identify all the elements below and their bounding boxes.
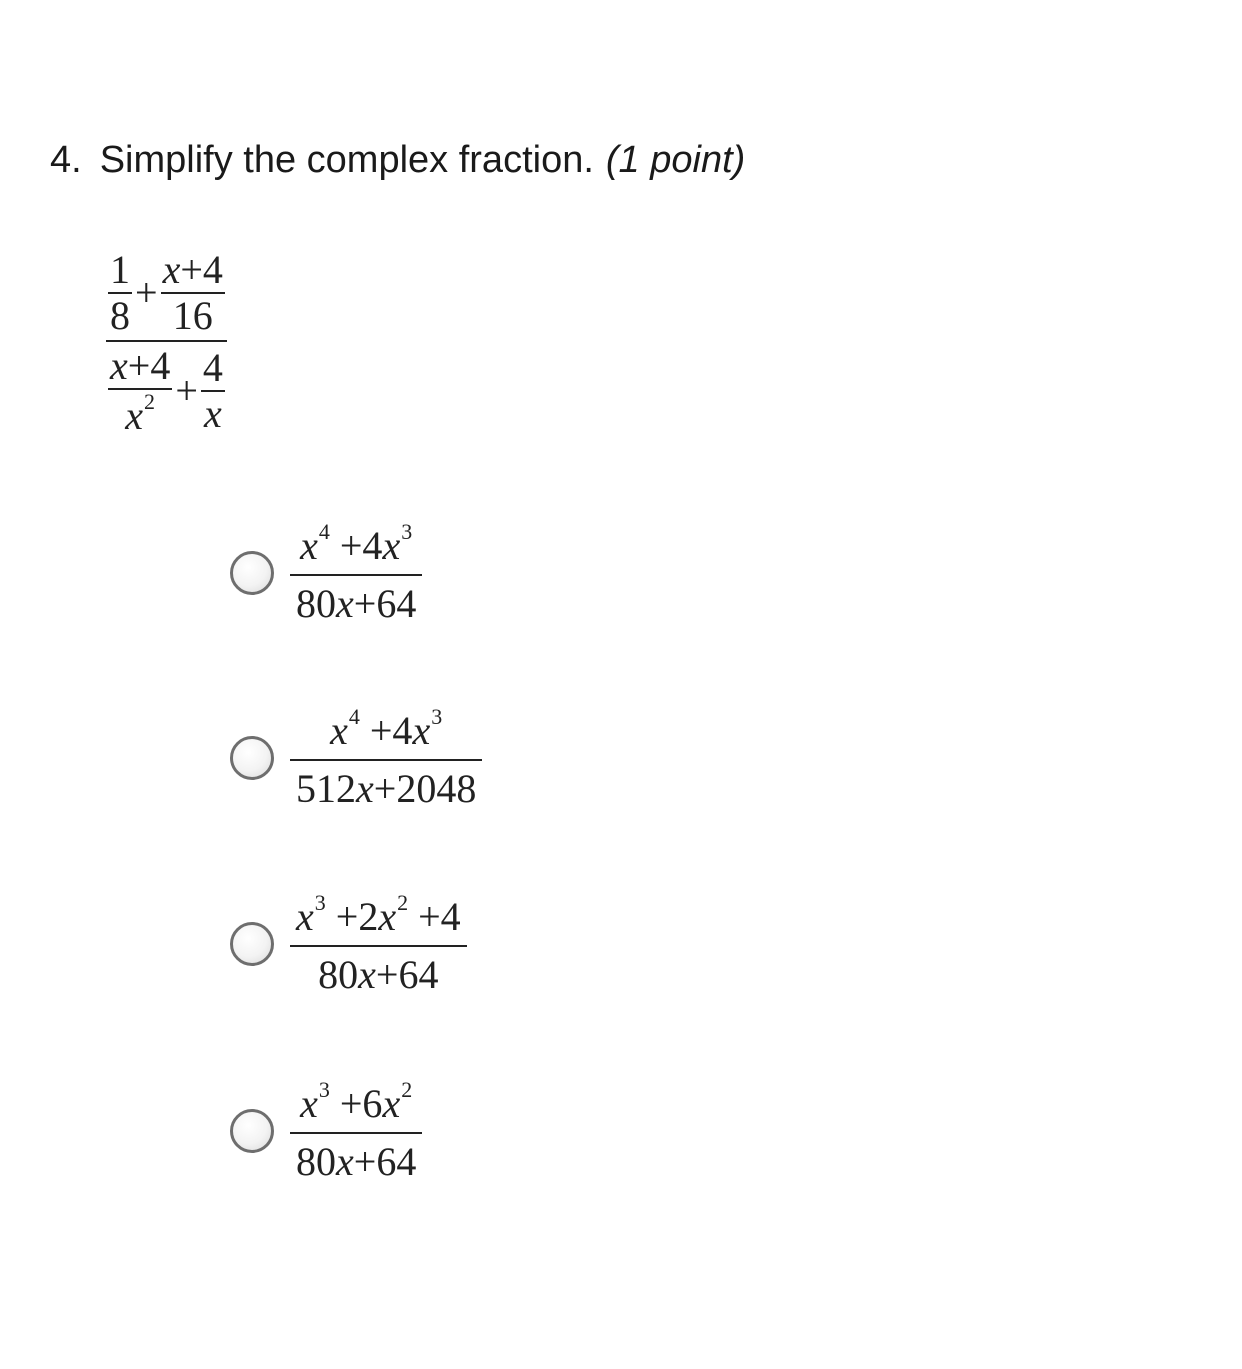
term-text: +64 [353, 580, 417, 626]
answer-expression [290, 515, 422, 632]
term-text: 80 [318, 951, 359, 997]
term-text: +64 [375, 951, 439, 997]
variable: x [162, 247, 181, 292]
exponent: 4 [318, 519, 330, 544]
question-header [50, 134, 745, 186]
term-text: 80 [296, 580, 336, 626]
answer-denominator [312, 947, 444, 1003]
variable: x [125, 392, 144, 438]
radio-button[interactable] [230, 736, 274, 780]
denominator: 16 [172, 293, 213, 338]
fraction-x-plus-4-over-x-squared [108, 344, 172, 438]
fraction-one-eighth [108, 248, 132, 338]
question-prompt: Simplify the complex fraction. [99, 139, 594, 181]
term-text: +6 [329, 1080, 383, 1126]
exponent: 2 [144, 389, 156, 414]
variable: x [378, 893, 397, 939]
answer-option-2[interactable] [230, 700, 482, 817]
exponent: 3 [431, 704, 443, 729]
answer-expression [290, 886, 467, 1003]
answer-fraction [290, 886, 467, 1003]
answer-numerator [294, 515, 418, 574]
term-text: +4 [329, 522, 383, 568]
complex-fraction [106, 246, 227, 440]
variable: x [300, 1080, 318, 1126]
term-text: +64 [353, 1138, 417, 1184]
radio-button[interactable] [230, 1109, 274, 1153]
answer-expression [290, 1073, 422, 1190]
term-text: 80 [296, 1138, 336, 1184]
denominator: x [204, 390, 222, 436]
answer-numerator [294, 1073, 418, 1132]
variable: x [412, 707, 431, 753]
variable: x [336, 580, 354, 626]
question-points: (1 point) [605, 139, 746, 181]
denominator: 8 [110, 293, 130, 338]
denominator [123, 390, 157, 438]
answer-option-3[interactable] [230, 886, 467, 1003]
answer-numerator [324, 700, 448, 759]
exponent: 2 [401, 1077, 413, 1102]
variable: x [358, 951, 376, 997]
answer-denominator [290, 761, 482, 817]
plus-operator: + [135, 270, 158, 315]
variable: x [336, 1138, 354, 1184]
radio-button[interactable] [230, 922, 274, 966]
term-text: +2048 [373, 765, 477, 811]
variable: x [296, 893, 314, 939]
answer-numerator [290, 886, 467, 945]
answer-fraction [290, 700, 482, 817]
exponent: 3 [318, 1077, 330, 1102]
numerator [108, 344, 172, 388]
answer-denominator [290, 1134, 422, 1190]
answer-fraction [290, 1073, 422, 1190]
outer-denominator [106, 342, 227, 440]
numerator: 4 [202, 344, 223, 390]
numerator-rest: +4 [127, 343, 171, 388]
variable: x [300, 522, 318, 568]
answer-expression [290, 700, 482, 817]
term-text: +2 [325, 893, 379, 939]
answer-denominator [290, 576, 422, 632]
numerator: 1 [110, 247, 130, 292]
answer-fraction [290, 515, 422, 632]
exponent: 3 [401, 519, 413, 544]
outer-numerator [106, 246, 227, 340]
term-text: +4 [359, 707, 413, 753]
term-text: +4 [408, 893, 461, 939]
fraction-x-plus-4-over-16 [161, 248, 225, 338]
question-number: 4. [50, 139, 82, 181]
variable: x [110, 343, 128, 388]
exponent: 4 [348, 704, 360, 729]
numerator-rest: +4 [180, 247, 223, 292]
variable: x [382, 1080, 401, 1126]
plus-operator: + [175, 367, 198, 413]
answer-option-1[interactable] [230, 515, 422, 632]
variable: x [330, 707, 348, 753]
fraction-4-over-x [201, 346, 225, 436]
radio-button[interactable] [230, 551, 274, 595]
exponent: 3 [314, 890, 326, 915]
answer-option-4[interactable] [230, 1073, 422, 1190]
term-text: 512 [296, 765, 356, 811]
exponent: 2 [397, 890, 409, 915]
variable: x [382, 522, 401, 568]
numerator [161, 248, 225, 292]
outer-fraction [106, 246, 227, 440]
variable: x [356, 765, 374, 811]
